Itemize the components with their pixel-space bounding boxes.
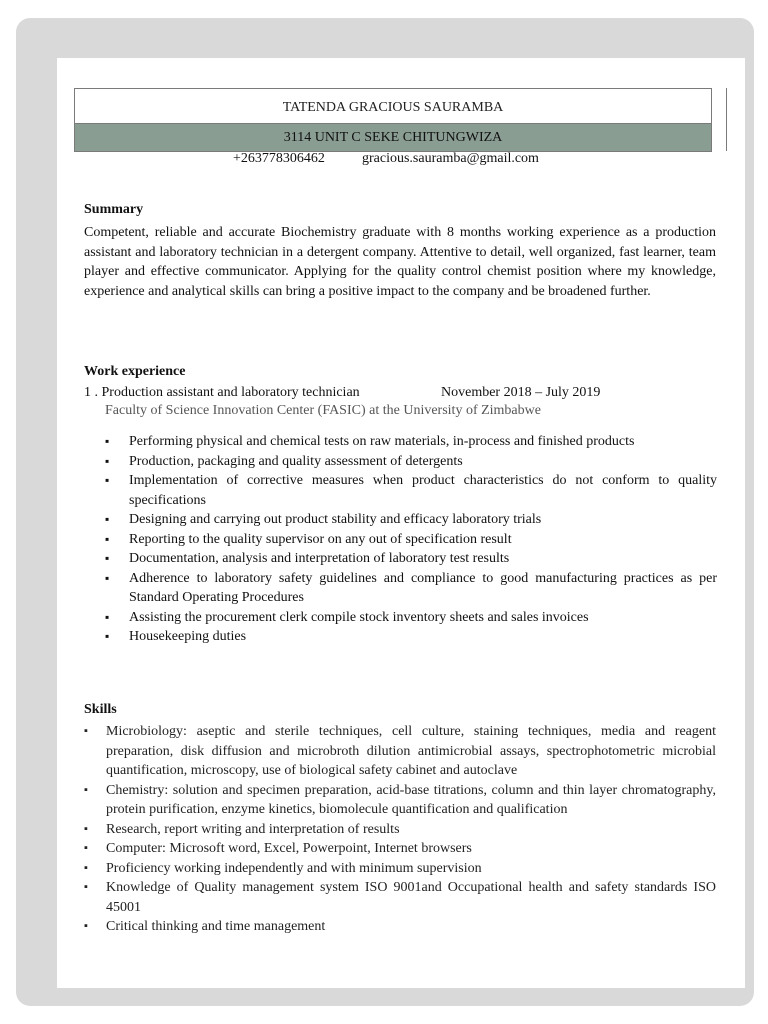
header-divider <box>726 88 727 151</box>
job-title: 1 . Production assistant and laboratory technician <box>84 385 360 400</box>
skills-heading: Skills <box>84 702 117 717</box>
work-experience-heading: Work experience <box>84 364 186 379</box>
list-item: ▪ Housekeeping duties <box>105 627 717 647</box>
list-item: ▪ Production, packaging and quality assessment of detergents <box>105 452 717 472</box>
summary-text: Competent, reliable and accurate Biochemistry graduate with 8 months working experience as a production assistant and laboratory technician in a detergent company. Attentive to detail, well organized, fast learner, team player and effective communicator. Applying for the quality control chemist position where my knowledge, experience and analytical skills can bring a positive impact to the company and be broadened further. <box>84 225 716 299</box>
slide-frame <box>16 18 754 1006</box>
list-item: ▪ Knowledge of Quality management system ISO 9001and Occupational health and safety standards ISO 45001 <box>84 878 716 917</box>
address-bar: 3114 UNIT C SEKE CHITUNGWIZA <box>75 123 711 151</box>
job-organization: Faculty of Science Innovation Center (FASIC) at the University of Zimbabwe <box>105 403 541 418</box>
summary-heading: Summary <box>84 202 144 217</box>
list-item: ▪ Microbiology: aseptic and sterile techniques, cell culture, staining techniques, media and reagent preparation, disk diffusion and microbroth dilution antimicrobial assays, spectrophotometric microbial quantification, microscopy, use of biological safety cabinet and autoclave <box>84 722 716 781</box>
list-item: ▪ Proficiency working independently and with minimum supervision <box>84 859 716 879</box>
candidate-name: TATENDA GRACIOUS SAURAMBA <box>282 100 504 115</box>
list-item: ▪ Chemistry: solution and specimen preparation, acid-base titrations, column and thin layer chromatography, protein purification, enzyme kinetics, biomolecule quantification and qualification <box>84 781 716 820</box>
list-item: ▪ Adherence to laboratory safety guidelines and compliance to good manufacturing practices as per Standard Operating Procedures <box>105 569 717 608</box>
list-item: ▪ Reporting to the quality supervisor on any out of specification result <box>105 530 717 550</box>
list-item: ▪ Performing physical and chemical tests on raw materials, in-process and finished products <box>105 432 717 452</box>
resume-page <box>57 58 745 988</box>
list-item: ▪ Designing and carrying out product stability and efficacy laboratory trials <box>105 510 717 530</box>
list-item: ▪ Assisting the procurement clerk compile stock inventory sheets and sales invoices <box>105 608 717 628</box>
duties-list <box>105 432 717 647</box>
list-item: ▪ Research, report writing and interpretation of results <box>84 820 716 840</box>
list-item: ▪ Implementation of corrective measures when product characteristics do not conform to quality specifications <box>105 471 717 510</box>
list-item: ▪ Computer: Microsoft word, Excel, Powerpoint, Internet browsers <box>84 839 716 859</box>
skills-list <box>84 722 716 937</box>
header-box <box>74 88 712 152</box>
email-address: gracious.sauramba@gmail.com <box>362 151 539 166</box>
phone-number: +263778306462 <box>233 151 325 166</box>
list-item: ▪ Critical thinking and time management <box>84 917 716 937</box>
list-item: ▪ Documentation, analysis and interpretation of laboratory test results <box>105 549 717 569</box>
job-dates: November 2018 – July 2019 <box>441 385 601 400</box>
